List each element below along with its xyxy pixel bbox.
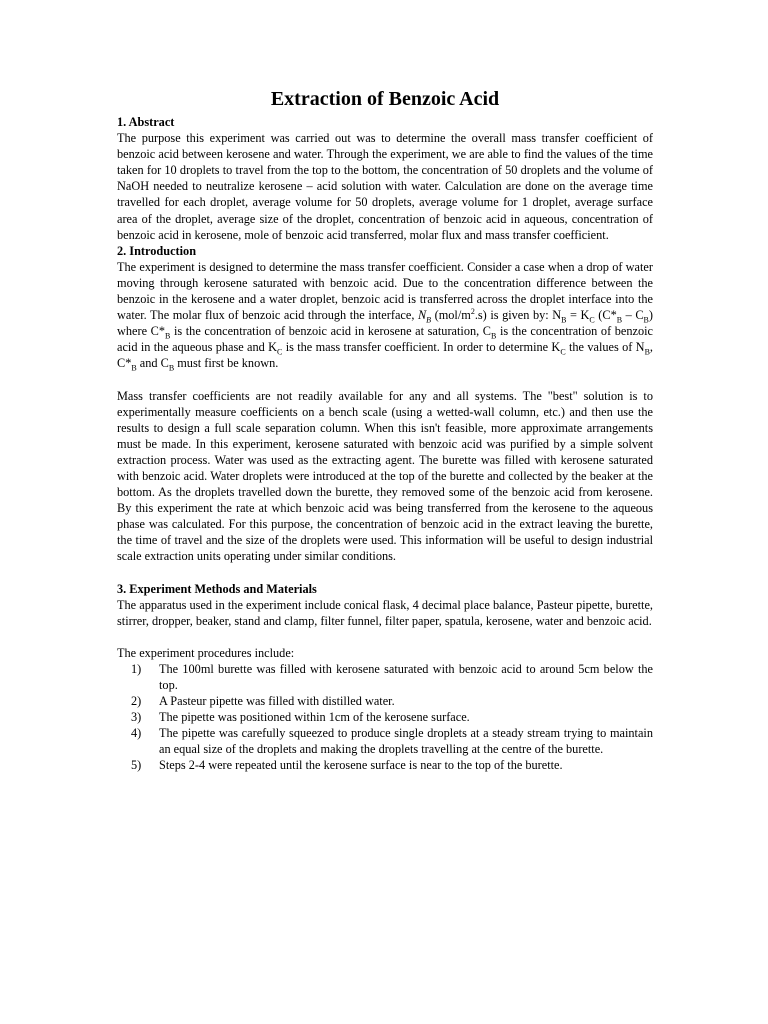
list-item [131,725,653,757]
introduction-heading: 2. Introduction [117,243,197,258]
list-item [131,757,653,773]
document-title: Extraction of Benzoic Acid [270,88,500,110]
step-number: 3) [131,710,142,725]
step-number: 4) [131,726,142,741]
step-number: 1) [131,661,142,676]
step-text: A Pasteur pipette was filled with distilled water. [159,694,395,709]
list-item [131,709,653,725]
abstract-paragraph: The purpose this experiment was carried out was to determine the overall mass transfer coefficient of benzoic acid between kerosene and water. Through the experiment, we are able to find the values of the time taken for 10 droplets to travel from the top to the bottom, the concentration of 50 droplets and the volume of NaOH needed to neutralize kerosene – acid solution with water. Calculation are done on the average time travelled for each droplet, average volume for 50 droplets, average volume for 1 droplet, average surface area of the droplet, average size of the droplet, concentration of benzoic acid in aqueous, concentration of benzoic acid in kerosene, mole of benzoic acid transferred, molar flux and mass transfer coefficient. [117,131,653,242]
step-number: 2) [131,694,142,709]
list-item [131,661,653,693]
procedures-intro: The experiment procedures include: [117,645,295,660]
introduction-paragraph-1: The experiment is designed to determine the mass transfer coefficient. Consider a case when a drop of water moving through kerosene saturated with benzoic acid. Due to the concentration difference between the benzoic in the kerosene and a water droplet, benzoic acid is transferred across the droplet interface into the water. The molar flux of benzoic acid through the interface, $N_B$ $(mol/m^2.s)$ is given by: $N_B = K_C$ $(C*_B - C_B)$ where $C*_B$ is the concentration of benzoic acid in kerosene at saturation, $C_B$ is the concentration of benzoic acid in the aqueous phase and $K_C$ is the mass transfer coefficient. In order to determine $K_C$ the values of $N_B$, $C*_B$ and $C_B$ must first be known. [117,259,654,373]
paragraph-gap [117,565,653,581]
paragraph-gap [117,629,653,645]
abstract-heading: 1. Abstract [117,115,175,129]
document-page [117,86,653,774]
step-text: The pipette was positioned within 1cm of the kerosene surface. [159,710,470,725]
paragraph-gap [117,372,653,388]
introduction-paragraph-2: Mass transfer coefficients are not readily available for any and all systems. The "best" solution is to experimentally measure coefficients on a bench scale (using a wetted-wall column, etc.) and then use the results to design a full scale separation column. When this isn't feasible, more approximate arrangements must be made. In this experiment, kerosene saturated with benzoic acid was purified by a simple solvent extraction process. Water was used as the extracting agent. The burette was filled with kerosene saturated with benzoic acid. Water droplets were introduced at the top of the burette and collected by the beaker at the bottom. As the droplets travelled down the burette, they removed some of the benzoic acid from kerosene. By this experiment the rate at which benzoic acid was being transferred from the kerosene to the aqueous phase was calculated. For this purpose, the concentration of benzoic acid in the extract leaving the burette, the time of travel and the size of the droplets were used. This information will be useful to design industrial scale extraction units operating under similar conditions. [117,388,653,564]
step-text: The 100ml burette was filled with kerosene saturated with benzoic acid to around 5cm below the top. [159,661,653,692]
step-text: The pipette was carefully squeezed to produce single droplets at a steady stream trying to maintain an equal size of the droplets and making the droplets travelling at the centre of the burette. [159,726,653,757]
apparatus-paragraph: The apparatus used in the experiment include conical flask, 4 decimal place balance, Pasteur pipette, burette, stirrer, dropper, beaker, stand and clamp, filter funnel, filter paper, spatula, kerosene, water and benzoic acid. [117,597,653,628]
procedure-list [117,661,653,774]
step-number: 5) [131,758,142,773]
methods-heading: 3. Experiment Methods and Materials [117,581,317,596]
step-text: Steps 2-4 were repeated until the kerosene surface is near to the top of the burette. [159,758,563,773]
list-item [131,693,653,709]
